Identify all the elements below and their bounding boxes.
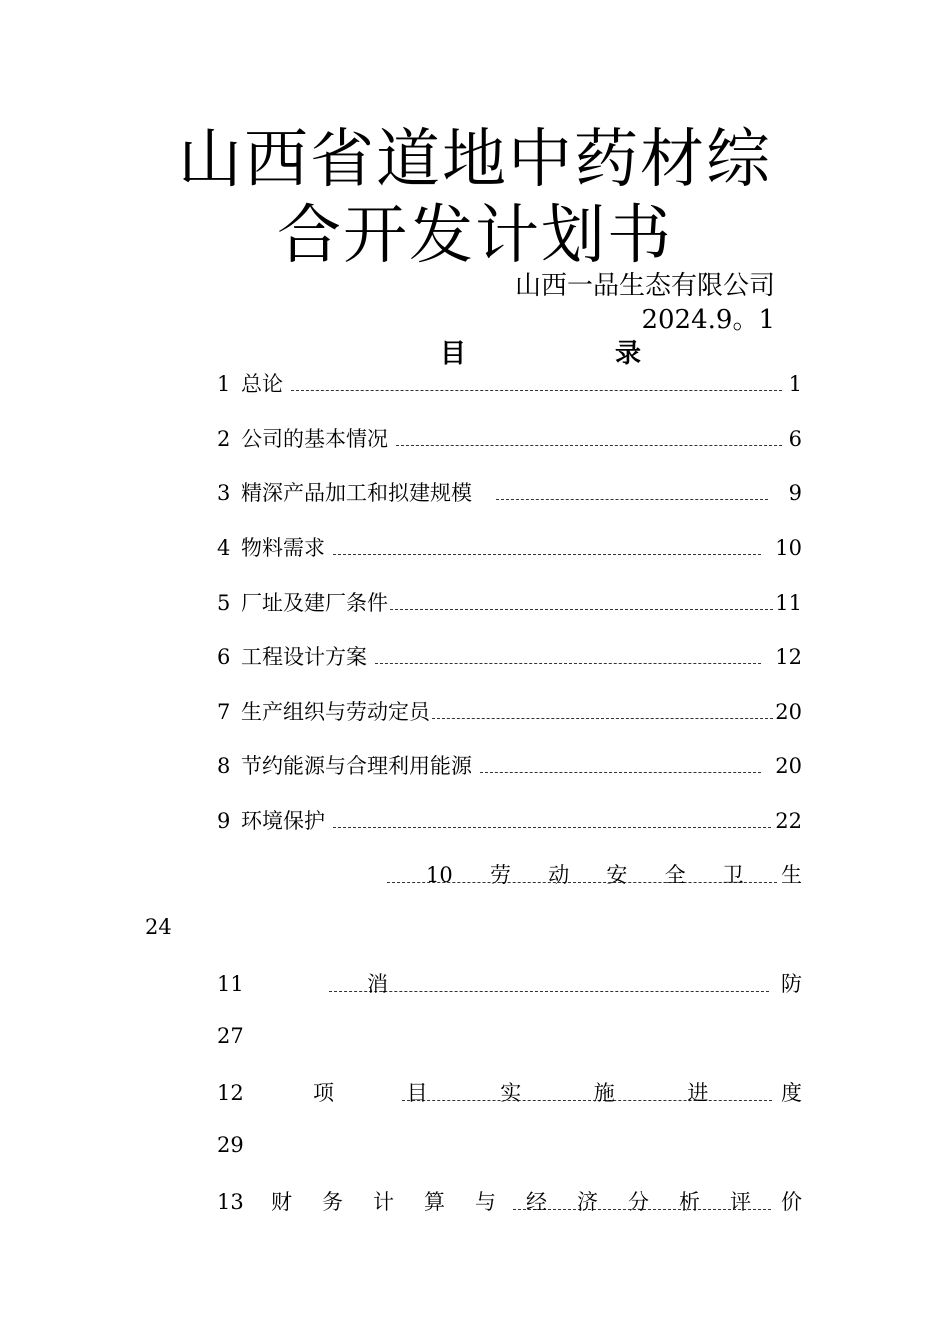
toc-leader-dots <box>432 718 773 719</box>
toc-title-char: 项 <box>313 1081 334 1105</box>
toc-leader-dots <box>375 663 761 664</box>
toc-entry-title: 物料需求 <box>241 536 325 560</box>
toc-entry-page: 29 <box>217 1133 244 1157</box>
toc-title-char: 济 <box>577 1190 598 1214</box>
toc-entry <box>217 641 802 671</box>
toc-entry-title: 生产组织与劳动定员 <box>241 700 430 724</box>
toc-entry-number: 10 <box>426 863 453 887</box>
toc-leader-dots <box>396 445 782 446</box>
toc-entry-title: 节约能源与合理利用能源 <box>241 754 472 778</box>
toc-title-char: 计 <box>373 1190 394 1214</box>
toc-title-char: 与 <box>475 1190 496 1214</box>
toc-entry-page: 20 <box>775 754 802 778</box>
toc-entry-number: 9 <box>217 809 231 833</box>
toc-title-char: 度 <box>780 1081 802 1105</box>
toc-title-char: 进 <box>687 1081 709 1105</box>
toc-entry <box>217 587 802 617</box>
toc-entry-number: 11 <box>217 972 244 996</box>
toc-entry <box>217 696 802 726</box>
toc-title-char: 分 <box>628 1190 649 1214</box>
toc-entry-page: 20 <box>775 700 802 724</box>
toc-title-char: 动 <box>548 863 570 887</box>
toc-entry <box>217 532 802 562</box>
toc-entry <box>217 477 802 507</box>
toc-entry-spread <box>217 1077 802 1107</box>
toc-title-char: 财 <box>271 1190 292 1214</box>
toc-entry-page: 6 <box>788 427 802 451</box>
toc-title-char: 劳 <box>490 863 511 887</box>
toc-title-char: 目 <box>406 1081 428 1105</box>
toc-entry <box>217 423 802 453</box>
toc-title-char: 安 <box>606 863 628 887</box>
toc-entry-page: 12 <box>775 645 802 669</box>
toc-entry-page: 27 <box>217 1024 244 1048</box>
toc-title-char: 算 <box>424 1190 445 1214</box>
toc-title-char: 评 <box>730 1190 751 1214</box>
toc-leader-dots <box>333 554 761 555</box>
toc-entry-number: 12 <box>217 1081 244 1105</box>
toc-entry-number: 4 <box>217 536 231 560</box>
toc-entry <box>217 805 802 835</box>
toc-title-char: 价 <box>781 1190 802 1214</box>
toc-entry <box>217 750 802 780</box>
toc-entry-number: 8 <box>217 754 231 778</box>
toc-entry-spread <box>217 859 802 889</box>
toc-leader-dots <box>480 772 761 773</box>
toc-title-char: 消 <box>367 972 388 996</box>
toc-entry-title: 公司的基本情况 <box>241 427 388 451</box>
toc-entry-title <box>271 1188 802 1216</box>
toc-title-char: 生 <box>780 863 802 887</box>
toc-leader-dots <box>390 609 773 610</box>
toc-leader-dots <box>496 499 768 500</box>
toc-entry-title: 环境保护 <box>241 809 325 833</box>
toc-leader-dots <box>333 827 771 828</box>
toc-entry-page: 11 <box>775 591 802 615</box>
toc-title-char: 实 <box>500 1081 522 1105</box>
toc-entry-title: 厂址及建厂条件 <box>241 591 388 615</box>
document-title-line-1: 山西省道地中药材综 <box>178 123 772 197</box>
toc-entry-page: 10 <box>775 536 802 560</box>
toc-entry-title: 精深产品加工和拟建规模 <box>241 481 472 505</box>
toc-heading: 目 录 <box>440 339 712 369</box>
toc-entry-number: 3 <box>217 481 231 505</box>
toc-title-char: 卫 <box>722 863 744 887</box>
toc-entry-spread <box>217 1186 802 1216</box>
toc-title-char: 施 <box>593 1081 615 1105</box>
company-name: 山西一品生态有限公司 <box>514 271 775 301</box>
toc-entry-number: 7 <box>217 700 231 724</box>
toc-entry-number: 6 <box>217 645 231 669</box>
toc-entry-page: 22 <box>775 809 802 833</box>
toc-title-char: 务 <box>322 1190 343 1214</box>
toc-entry-spread <box>217 968 802 998</box>
toc-entry-title <box>367 970 802 998</box>
toc-entry <box>217 368 802 398</box>
toc-entry-number: 2 <box>217 427 231 451</box>
toc-title-char: 析 <box>679 1190 700 1214</box>
toc-entry-number: 13 <box>217 1190 244 1214</box>
toc-entry-title <box>490 861 802 889</box>
document-date: 2024.9。1 <box>641 305 775 335</box>
toc-entry-number: 5 <box>217 591 231 615</box>
toc-entry-title <box>313 1079 802 1107</box>
toc-entry-page: 1 <box>788 372 802 396</box>
toc-entry-title: 工程设计方案 <box>241 645 367 669</box>
toc-entry-number: 1 <box>217 372 231 396</box>
toc-leader-dots <box>291 390 782 391</box>
document-title-line-2: 合开发计划书 <box>277 199 673 273</box>
toc-entry-page: 9 <box>788 481 802 505</box>
toc-title-char: 全 <box>664 863 686 887</box>
toc-entry-page: 24 <box>145 915 172 939</box>
toc-entry-title: 总论 <box>241 372 283 396</box>
toc-title-char: 防 <box>781 972 802 996</box>
toc-title-char: 经 <box>526 1190 547 1214</box>
